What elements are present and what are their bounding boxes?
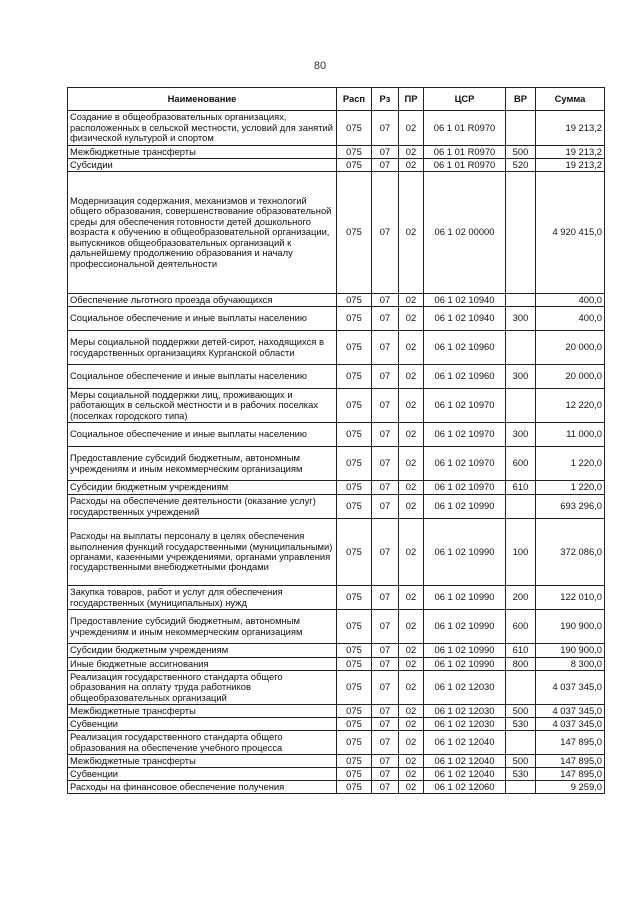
row-pr: 02 <box>399 644 424 658</box>
header-rz: Рз <box>372 88 399 111</box>
header-pr: ПР <box>399 88 424 111</box>
row-rz: 07 <box>372 731 399 755</box>
row-pr: 02 <box>399 495 424 519</box>
row-rz: 07 <box>372 768 399 781</box>
row-rasp: 075 <box>337 768 372 781</box>
row-rz: 07 <box>372 111 399 146</box>
header-sum: Сумма <box>536 88 605 111</box>
header-rasp: Расп <box>337 88 372 111</box>
table-row <box>68 331 605 365</box>
row-sum: 4 037 345,0 <box>536 705 605 718</box>
row-pr: 02 <box>399 610 424 644</box>
row-vr <box>506 172 536 294</box>
row-rasp: 075 <box>337 365 372 389</box>
row-sum: 4 920 415,0 <box>536 172 605 294</box>
row-rz: 07 <box>372 423 399 447</box>
row-vr: 200 <box>506 586 536 610</box>
row-vr: 500 <box>506 146 536 159</box>
row-vr: 600 <box>506 610 536 644</box>
table-row <box>68 718 605 731</box>
row-vr: 100 <box>506 519 536 586</box>
row-vr: 500 <box>506 705 536 718</box>
row-sum: 9 259,0 <box>536 781 605 794</box>
row-rasp: 075 <box>337 159 372 172</box>
row-csr: 06 1 01 R0970 <box>424 159 506 172</box>
row-name: Предоставление субсидий бюджетным, автономным учреждениям и иным некоммерческим организациям <box>68 610 337 644</box>
row-csr: 06 1 02 10990 <box>424 495 506 519</box>
row-vr: 500 <box>506 755 536 768</box>
row-pr: 02 <box>399 159 424 172</box>
row-name: Расходы на обеспечение деятельности (оказание услуг) государственных учреждений <box>68 495 337 519</box>
row-csr: 06 1 02 12030 <box>424 705 506 718</box>
row-vr <box>506 111 536 146</box>
row-vr: 300 <box>506 365 536 389</box>
row-rz: 07 <box>372 781 399 794</box>
row-rz: 07 <box>372 755 399 768</box>
row-sum: 372 086,0 <box>536 519 605 586</box>
row-sum: 400,0 <box>536 294 605 307</box>
table-row <box>68 755 605 768</box>
row-csr: 06 1 02 12030 <box>424 718 506 731</box>
row-sum: 1 220,0 <box>536 481 605 495</box>
row-name: Реализация государственного стандарта общего образования на обеспечение учебного процесса <box>68 731 337 755</box>
table-row <box>68 610 605 644</box>
row-name: Закупка товаров, работ и услуг для обеспечения государственных (муниципальных) нужд <box>68 586 337 610</box>
row-csr: 06 1 02 00000 <box>424 172 506 294</box>
row-rasp: 075 <box>337 481 372 495</box>
row-pr: 02 <box>399 755 424 768</box>
row-sum: 190 900,0 <box>536 644 605 658</box>
row-sum: 20 000,0 <box>536 365 605 389</box>
row-csr: 06 1 02 10960 <box>424 331 506 365</box>
row-pr: 02 <box>399 481 424 495</box>
table-row <box>68 519 605 586</box>
row-pr: 02 <box>399 307 424 331</box>
row-vr: 600 <box>506 447 536 481</box>
table-row <box>68 495 605 519</box>
row-pr: 02 <box>399 146 424 159</box>
row-rz: 07 <box>372 159 399 172</box>
row-csr: 06 1 02 12040 <box>424 731 506 755</box>
row-csr: 06 1 01 R0970 <box>424 146 506 159</box>
row-csr: 06 1 02 10970 <box>424 447 506 481</box>
row-csr: 06 1 02 12040 <box>424 755 506 768</box>
row-csr: 06 1 02 10960 <box>424 365 506 389</box>
row-rasp: 075 <box>337 495 372 519</box>
row-pr: 02 <box>399 447 424 481</box>
row-rz: 07 <box>372 644 399 658</box>
row-sum: 147 895,0 <box>536 768 605 781</box>
row-pr: 02 <box>399 671 424 705</box>
row-sum: 400,0 <box>536 307 605 331</box>
row-vr: 800 <box>506 658 536 671</box>
row-csr: 06 1 02 10940 <box>424 294 506 307</box>
row-csr: 06 1 02 10990 <box>424 644 506 658</box>
row-csr: 06 1 02 12060 <box>424 781 506 794</box>
row-pr: 02 <box>399 389 424 423</box>
row-pr: 02 <box>399 586 424 610</box>
row-name: Обеспечение льготного проезда обучающихся <box>68 294 337 307</box>
page-number: 80 <box>313 60 327 72</box>
row-rz: 07 <box>372 172 399 294</box>
table-header-row <box>68 88 605 111</box>
row-csr: 06 1 02 12030 <box>424 671 506 705</box>
row-pr: 02 <box>399 294 424 307</box>
table-row <box>68 481 605 495</box>
row-vr: 520 <box>506 159 536 172</box>
row-vr: 610 <box>506 644 536 658</box>
row-pr: 02 <box>399 705 424 718</box>
row-csr: 06 1 01 R0970 <box>424 111 506 146</box>
header-csr: ЦСР <box>424 88 506 111</box>
row-rz: 07 <box>372 389 399 423</box>
table-row <box>68 159 605 172</box>
table-row <box>68 307 605 331</box>
row-vr: 300 <box>506 307 536 331</box>
row-sum: 122 010,0 <box>536 586 605 610</box>
row-sum: 147 895,0 <box>536 731 605 755</box>
row-rasp: 075 <box>337 307 372 331</box>
row-vr <box>506 781 536 794</box>
row-sum: 12 220,0 <box>536 389 605 423</box>
row-pr: 02 <box>399 658 424 671</box>
row-sum: 19 213,2 <box>536 159 605 172</box>
row-rz: 07 <box>372 610 399 644</box>
row-pr: 02 <box>399 111 424 146</box>
row-rz: 07 <box>372 294 399 307</box>
row-csr: 06 1 02 10990 <box>424 586 506 610</box>
row-rz: 07 <box>372 365 399 389</box>
row-vr <box>506 331 536 365</box>
row-rasp: 075 <box>337 423 372 447</box>
row-rz: 07 <box>372 481 399 495</box>
row-rz: 07 <box>372 718 399 731</box>
row-name: Социальное обеспечение и иные выплаты населению <box>68 365 337 389</box>
row-pr: 02 <box>399 731 424 755</box>
row-pr: 02 <box>399 365 424 389</box>
row-rz: 07 <box>372 447 399 481</box>
row-csr: 06 1 02 10940 <box>424 307 506 331</box>
table-row <box>68 731 605 755</box>
row-rasp: 075 <box>337 519 372 586</box>
table-row <box>68 768 605 781</box>
row-rasp: 075 <box>337 172 372 294</box>
row-rasp: 075 <box>337 610 372 644</box>
row-name: Межбюджетные трансферты <box>68 705 337 718</box>
row-pr: 02 <box>399 718 424 731</box>
row-rasp: 075 <box>337 718 372 731</box>
row-rz: 07 <box>372 586 399 610</box>
table-row <box>68 644 605 658</box>
row-vr <box>506 731 536 755</box>
row-name: Реализация государственного стандарта общего образования на оплату труда работников общеобразовательных организаций <box>68 671 337 705</box>
table-row <box>68 447 605 481</box>
row-rasp: 075 <box>337 644 372 658</box>
row-rasp: 075 <box>337 331 372 365</box>
row-csr: 06 1 02 10970 <box>424 481 506 495</box>
table-row <box>68 294 605 307</box>
row-name: Субвенции <box>68 718 337 731</box>
row-vr <box>506 671 536 705</box>
row-pr: 02 <box>399 768 424 781</box>
row-csr: 06 1 02 12040 <box>424 768 506 781</box>
row-rasp: 075 <box>337 586 372 610</box>
row-name: Субвенции <box>68 768 337 781</box>
row-name: Иные бюджетные ассигнования <box>68 658 337 671</box>
row-name: Субсидии бюджетным учреждениям <box>68 481 337 495</box>
row-rasp: 075 <box>337 146 372 159</box>
row-vr: 530 <box>506 768 536 781</box>
row-name: Создание в общеобразовательных организациях, расположенных в сельской местности, условий для занятий физической культурой и спортом <box>68 111 337 146</box>
row-csr: 06 1 02 10990 <box>424 610 506 644</box>
row-vr <box>506 495 536 519</box>
row-vr: 610 <box>506 481 536 495</box>
row-sum: 693 296,0 <box>536 495 605 519</box>
row-sum: 190 900,0 <box>536 610 605 644</box>
row-name: Социальное обеспечение и иные выплаты населению <box>68 307 337 331</box>
row-rz: 07 <box>372 705 399 718</box>
row-name: Социальное обеспечение и иные выплаты населению <box>68 423 337 447</box>
row-pr: 02 <box>399 331 424 365</box>
row-sum: 1 220,0 <box>536 447 605 481</box>
row-rz: 07 <box>372 331 399 365</box>
row-name: Меры социальной поддержки лиц, проживающих и работающих в сельской местности и в рабочих поселках (поселках городского типа) <box>68 389 337 423</box>
row-vr <box>506 389 536 423</box>
row-vr <box>506 294 536 307</box>
table-row <box>68 423 605 447</box>
row-rasp: 075 <box>337 658 372 671</box>
row-sum: 19 213,2 <box>536 111 605 146</box>
row-rasp: 075 <box>337 731 372 755</box>
table-row <box>68 172 605 294</box>
row-sum: 8 300,0 <box>536 658 605 671</box>
row-csr: 06 1 02 10970 <box>424 423 506 447</box>
row-rasp: 075 <box>337 705 372 718</box>
row-rasp: 075 <box>337 781 372 794</box>
row-name: Расходы на выплаты персоналу в целях обеспечения выполнения функций государственными (муниципальными) органами, казенными учреждениями, органами управления государственными внебюджетными фондами <box>68 519 337 586</box>
row-csr: 06 1 02 10970 <box>424 389 506 423</box>
row-pr: 02 <box>399 423 424 447</box>
row-name: Межбюджетные трансферты <box>68 755 337 768</box>
row-vr: 530 <box>506 718 536 731</box>
table-row <box>68 705 605 718</box>
table-row <box>68 658 605 671</box>
row-rasp: 075 <box>337 294 372 307</box>
budget-table <box>67 87 605 794</box>
row-rz: 07 <box>372 658 399 671</box>
row-vr: 300 <box>506 423 536 447</box>
row-name: Субсидии бюджетным учреждениям <box>68 644 337 658</box>
row-pr: 02 <box>399 519 424 586</box>
row-rasp: 075 <box>337 111 372 146</box>
row-rasp: 075 <box>337 755 372 768</box>
table-row <box>68 389 605 423</box>
row-rasp: 075 <box>337 389 372 423</box>
row-name: Субсидии <box>68 159 337 172</box>
row-name: Модернизация содержания, механизмов и технологий общего образования, совершенствование образовательной среды для обеспечения готовности детей дошкольного возраста к обучению в общеобразовательной организации, выпускников общеобразовательных организаций к дальнейшему продолжению образования и началу профессиональной деятельности <box>68 172 337 294</box>
table-row <box>68 586 605 610</box>
row-rz: 07 <box>372 146 399 159</box>
table-row <box>68 365 605 389</box>
row-rasp: 075 <box>337 671 372 705</box>
table-row <box>68 671 605 705</box>
row-sum: 147 895,0 <box>536 755 605 768</box>
row-sum: 4 037 345,0 <box>536 671 605 705</box>
row-sum: 20 000,0 <box>536 331 605 365</box>
header-name: Наименование <box>68 88 337 111</box>
row-sum: 19 213,2 <box>536 146 605 159</box>
row-name: Меры социальной поддержки детей-сирот, находящихся в государственных организациях Курганской области <box>68 331 337 365</box>
row-name: Расходы на финансовое обеспечение получения <box>68 781 337 794</box>
header-vr: ВР <box>506 88 536 111</box>
row-rz: 07 <box>372 519 399 586</box>
row-pr: 02 <box>399 781 424 794</box>
row-rz: 07 <box>372 495 399 519</box>
row-csr: 06 1 02 10990 <box>424 519 506 586</box>
row-sum: 4 037 345,0 <box>536 718 605 731</box>
row-name: Межбюджетные трансферты <box>68 146 337 159</box>
row-rasp: 075 <box>337 447 372 481</box>
row-rz: 07 <box>372 307 399 331</box>
row-sum: 11 000,0 <box>536 423 605 447</box>
table-row <box>68 146 605 159</box>
row-name: Предоставление субсидий бюджетным, автономным учреждениям и иным некоммерческим организациям <box>68 447 337 481</box>
row-pr: 02 <box>399 172 424 294</box>
row-csr: 06 1 02 10990 <box>424 658 506 671</box>
row-rz: 07 <box>372 671 399 705</box>
table-row <box>68 111 605 146</box>
table-row <box>68 781 605 794</box>
